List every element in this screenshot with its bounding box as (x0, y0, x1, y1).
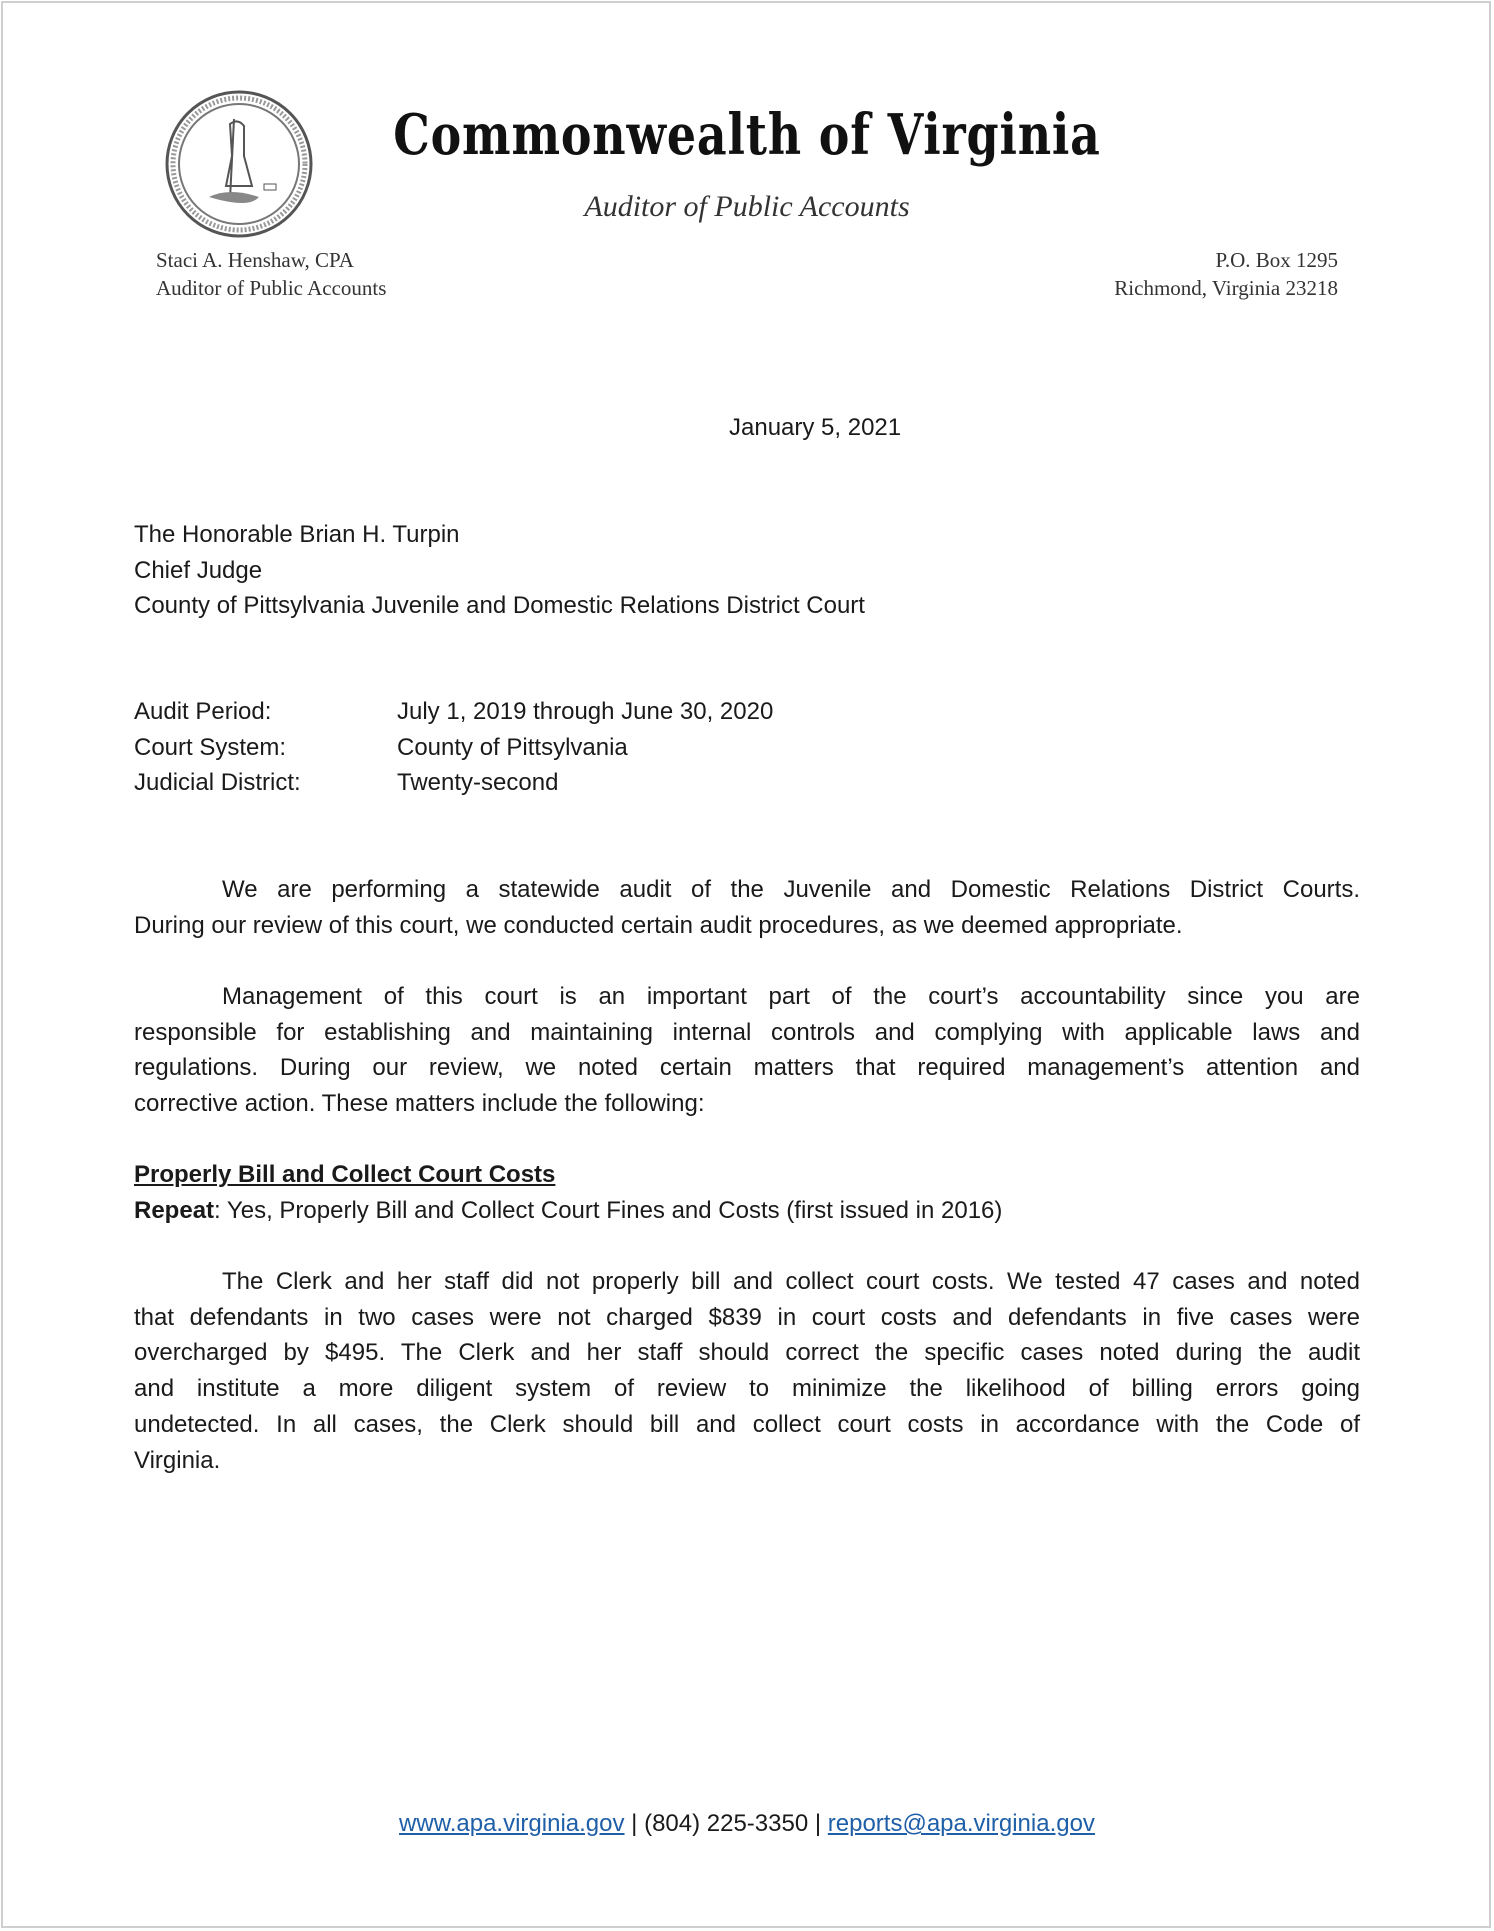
address-block (1114, 246, 1338, 302)
repeat-label: Repeat (134, 1196, 215, 1224)
detail-row (134, 730, 773, 766)
finding-repeat (134, 1193, 1360, 1229)
audit-details (134, 694, 773, 801)
letterhead-title: Commonwealth of Virginia (393, 102, 1101, 168)
paragraph-line: overcharged by $495. The Clerk and her staff should correct the specific cases noted during the audit (134, 1339, 1360, 1367)
detail-value: Twenty-second (397, 769, 559, 797)
city-state-zip: Richmond, Virginia 23218 (1114, 276, 1338, 300)
po-box: P.O. Box 1295 (1215, 248, 1338, 272)
auditor-title: Auditor of Public Accounts (156, 276, 387, 300)
paragraph-line: undetected. In all cases, the Clerk should bill and collect court costs in accordance with the Code of (134, 1410, 1360, 1438)
detail-label: Judicial District: (134, 769, 301, 797)
detail-label: Court System: (134, 733, 287, 761)
letterhead-subtitle: Auditor of Public Accounts (584, 190, 910, 223)
detail-value: July 1, 2019 through June 30, 2020 (397, 698, 774, 725)
paragraph-line: During our review of this court, we conducted certain audit procedures, as we deemed appropriate. (134, 911, 1183, 939)
paragraph-management (134, 979, 1360, 1122)
addressee-court: County of Pittsylvania Juvenile and Domestic Relations District Court (134, 592, 865, 620)
paragraph-line: responsible for establishing and maintaining internal controls and complying with applicable laws and (134, 1018, 1360, 1046)
paragraph-line: regulations. During our review, we noted certain matters that required management’s attention and (134, 1054, 1360, 1082)
paragraph-line: corrective action. These matters include the following: (134, 1090, 705, 1118)
repeat-text: : Yes, Properly Bill and Collect Court Fines and Costs (first issued in 2016) (214, 1196, 1003, 1224)
paragraph-line: The Clerk and her staff did not properly bill and collect court costs. We tested 47 cases and noted (222, 1268, 1360, 1295)
paragraph-line: Management of this court is an important part of the court’s accountability since you are (222, 983, 1360, 1010)
detail-row (134, 765, 773, 801)
paragraph-line: and institute a more diligent system of review to minimize the likelihood of billing errors going (134, 1375, 1360, 1403)
email-link[interactable]: reports@apa.virginia.gov (827, 1810, 1095, 1837)
auditor-name-block (156, 246, 386, 302)
finding-paragraph (134, 1264, 1360, 1478)
finding-heading: Properly Bill and Collect Court Costs (134, 1161, 556, 1188)
paragraph-intro (134, 872, 1360, 943)
addressee-block (134, 517, 865, 624)
finding-section (134, 1157, 1360, 1228)
detail-value: County of Pittsylvania (397, 733, 628, 761)
auditor-name: Staci A. Henshaw, CPA (156, 248, 354, 272)
detail-label: Audit Period: (134, 698, 272, 725)
detail-row (134, 694, 773, 730)
addressee-title: Chief Judge (134, 556, 263, 584)
footer-phone: | (804) 225-3350 | (624, 1810, 828, 1837)
paragraph-line: Virginia. (134, 1446, 221, 1474)
addressee-name: The Honorable Brian H. Turpin (134, 521, 460, 548)
website-link[interactable]: www.apa.virginia.gov (399, 1810, 625, 1837)
letter-date: January 5, 2021 (729, 414, 902, 441)
paragraph-line: We are performing a statewide audit of the Juvenile and Domestic Relations District Courts. (222, 876, 1360, 903)
paragraph-line: that defendants in two cases were not charged $839 in court costs and defendants in five cases were (134, 1303, 1360, 1331)
footer (0, 1806, 1494, 1842)
